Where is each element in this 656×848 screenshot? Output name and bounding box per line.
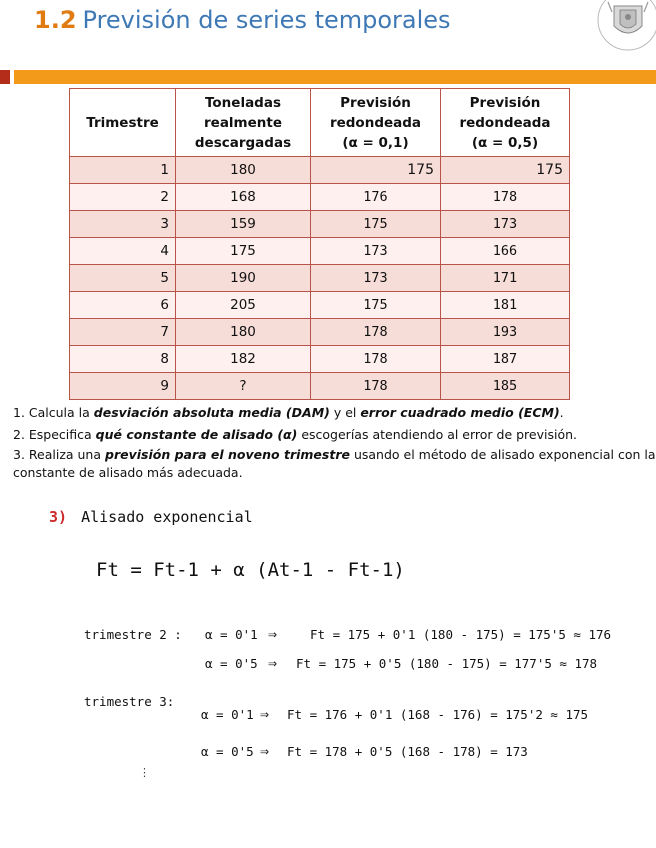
table-row [70,373,570,400]
cell-toneladas: 180 [176,319,311,346]
question-2: 2. Especifica qué constante de alisado (α) escogerías atendiendo al error de previsión. [13,427,578,442]
cell-trimestre: 4 [70,238,176,265]
t2-equation-01: Ft = 175 + 0'1 (180 - 175) = 175'5 ≈ 176 [310,627,612,642]
table-row [70,238,570,265]
cell-prevision-05: 185 [441,373,570,400]
table-row [70,184,570,211]
t3-alpha-05: α = 0'5 [201,744,254,759]
question-3: 3. Realiza una previsión para el noveno trimestre usando el método de alisado exponencial con la [13,447,656,462]
cell-trimestre: 8 [70,346,176,373]
cell-toneladas: 180 [176,157,311,184]
question-1: 1. Calcula la desviación absoluta media (DAM) y el error cuadrado medio (ECM). [13,405,564,420]
cell-prevision-01: 175 [311,157,441,184]
table-row [70,211,570,238]
header-trimestre: Trimestre [70,89,176,157]
header-accent-red [0,70,10,84]
t2-label: trimestre 2 : [84,627,182,642]
page-title [34,6,451,34]
t3-label: trimestre 3: [84,694,175,709]
cell-toneladas: ? [176,373,311,400]
arrow-icon: ⇒ [268,654,278,672]
section-title: Previsión de series temporales [82,6,451,34]
continuation-dots: ⋮ [139,766,150,779]
cell-prevision-01: 175 [311,211,441,238]
cell-trimestre: 6 [70,292,176,319]
cell-toneladas: 168 [176,184,311,211]
cell-prevision-01: 173 [311,265,441,292]
question-3-continued: constante de alisado más adecuada. [13,465,243,480]
cell-toneladas: 190 [176,265,311,292]
cell-prevision-05: 171 [441,265,570,292]
cell-prevision-05: 178 [441,184,570,211]
cell-prevision-05: 175 [441,157,570,184]
t2-alpha-05: α = 0'5 [205,656,258,671]
header-prevision-01: Previsión redondeada (α = 0,1) [311,89,441,157]
cell-toneladas: 175 [176,238,311,265]
header-prevision-05: Previsión redondeada (α = 0,5) [441,89,570,157]
table-row [70,292,570,319]
cell-prevision-05: 193 [441,319,570,346]
cell-prevision-01: 178 [311,346,441,373]
t2-alpha-01: α = 0'1 [205,627,258,642]
table-row [70,346,570,373]
cell-prevision-05: 166 [441,238,570,265]
cell-prevision-05: 173 [441,211,570,238]
arrow-icon: ⇒ [260,742,270,760]
table-row [70,157,570,184]
cell-toneladas: 182 [176,346,311,373]
section-number: 1.2 [34,6,77,34]
cell-trimestre: 2 [70,184,176,211]
forecast-table [69,88,570,400]
cell-prevision-01: 178 [311,319,441,346]
t3-equation-05: Ft = 178 + 0'5 (168 - 178) = 173 [287,744,528,759]
t3-equation-01: Ft = 176 + 0'1 (168 - 176) = 175'2 ≈ 175 [287,707,589,722]
t3-alpha-01: α = 0'1 [201,707,254,722]
table-row [70,319,570,346]
handwritten-formula: Ft = Ft-1 + α (At-1 - Ft-1) [96,559,405,581]
table-row [70,265,570,292]
cell-trimestre: 3 [70,211,176,238]
arrow-icon: ⇒ [260,705,270,723]
cell-trimestre: 7 [70,319,176,346]
table-header-row [70,89,570,157]
cell-prevision-05: 187 [441,346,570,373]
university-seal-logo [592,0,656,62]
cell-toneladas: 205 [176,292,311,319]
header-accent-bar [14,70,656,84]
handwritten-heading: 3) Alisado exponencial [49,508,253,526]
cell-prevision-01: 176 [311,184,441,211]
arrow-icon: ⇒ [268,625,278,643]
t2-equation-05: Ft = 175 + 0'5 (180 - 175) = 177'5 ≈ 178 [296,656,598,671]
cell-prevision-01: 175 [311,292,441,319]
cell-trimestre: 9 [70,373,176,400]
cell-prevision-01: 178 [311,373,441,400]
cell-trimestre: 5 [70,265,176,292]
header-toneladas: Toneladas realmente descargadas [176,89,311,157]
cell-toneladas: 159 [176,211,311,238]
cell-trimestre: 1 [70,157,176,184]
cell-prevision-01: 173 [311,238,441,265]
cell-prevision-05: 181 [441,292,570,319]
